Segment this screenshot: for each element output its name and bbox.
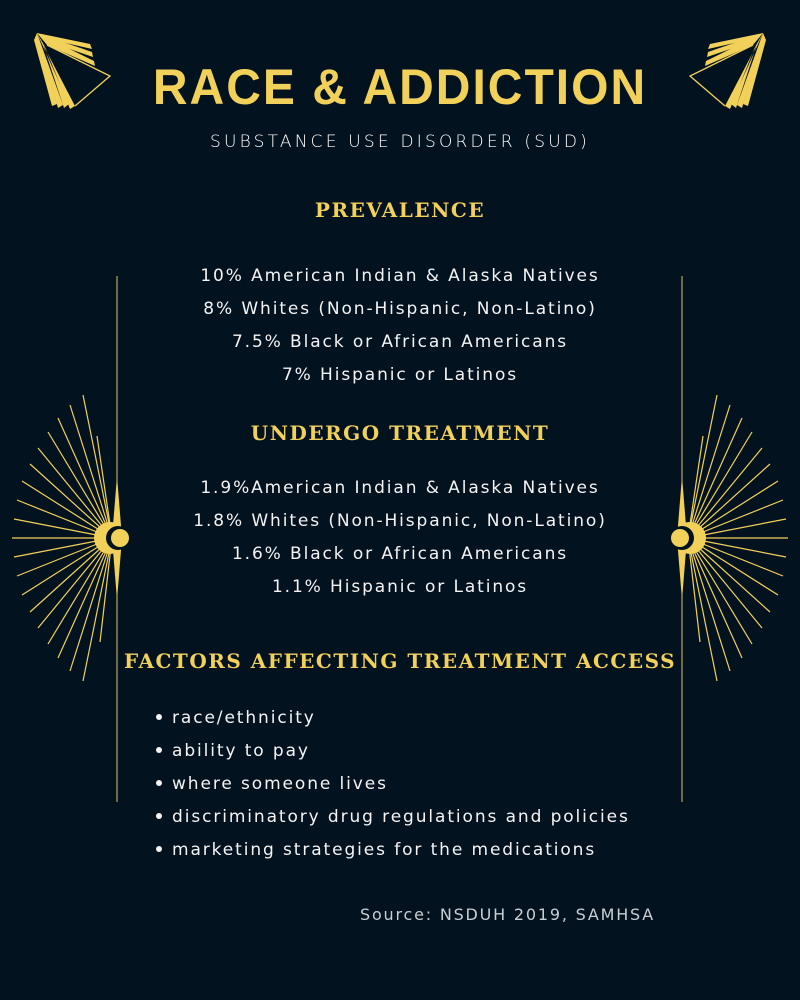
treatment-item: 1.1% Hispanic or Latinos (271, 577, 529, 597)
factor-item (152, 768, 630, 801)
prevalence-item: 10% American Indian & Alaska Natives (200, 266, 600, 286)
prevalence-heading: PREVALENCE (314, 198, 486, 222)
factor-text: ability to pay (172, 741, 310, 761)
factor-item (152, 702, 630, 735)
factor-item (152, 834, 630, 867)
factor-text: race/ethnicity (172, 708, 316, 728)
bullet-icon (156, 846, 162, 852)
treatment-item: 1.8% Whites (Non-Hispanic, Non-Latino) (193, 511, 607, 531)
factor-text: marketing strategies for the medications (172, 840, 597, 860)
factor-item (152, 801, 630, 834)
prevalence-item: 8% Whites (Non-Hispanic, Non-Latino) (203, 299, 597, 319)
source-citation: Source: NSDUH 2019, SAMHSA (360, 905, 656, 924)
treatment-item: 1.9%American Indian & Alaska Natives (200, 478, 600, 498)
factors-heading: FACTORS AFFECTING TREATMENT ACCESS (123, 649, 677, 673)
factor-item (152, 735, 630, 768)
prevalence-item: 7.5% Black or African Americans (231, 332, 569, 352)
treatment-heading: UNDERGO TREATMENT (250, 421, 550, 445)
bullet-icon (156, 747, 162, 753)
page-title: RACE & ADDICTION (152, 59, 648, 116)
factor-text: discriminatory drug regulations and policies (172, 807, 630, 827)
bullet-icon (156, 714, 162, 720)
factor-text: where someone lives (172, 774, 388, 794)
prevalence-item: 7% Hispanic or Latinos (281, 365, 519, 385)
factors-list (152, 702, 630, 867)
bullet-icon (156, 780, 162, 786)
treatment-item: 1.6% Black or African Americans (231, 544, 569, 564)
page-subtitle: SUBSTANCE USE DISORDER (SUD) (210, 132, 590, 152)
bullet-icon (156, 813, 162, 819)
